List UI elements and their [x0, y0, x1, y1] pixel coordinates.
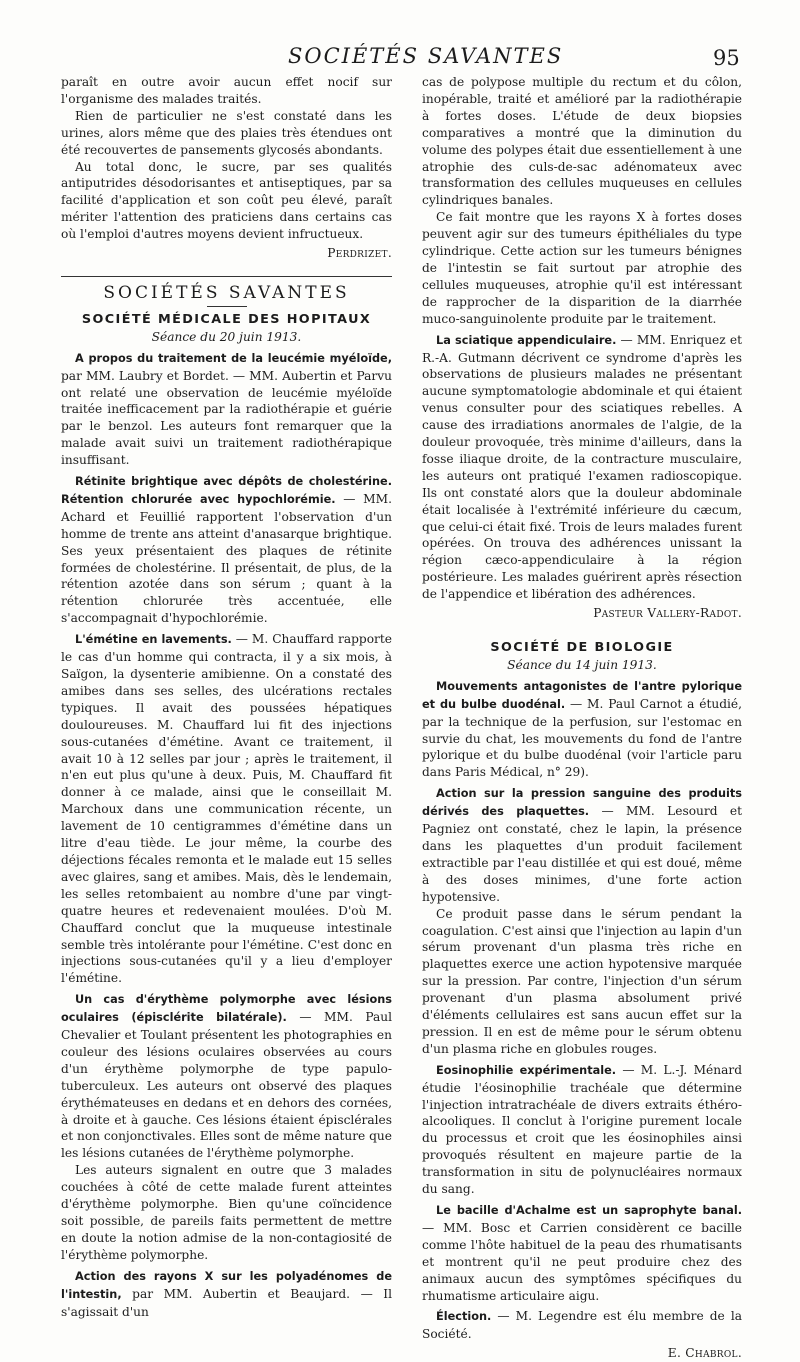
article-heading: A propos du traitement de la leucémie myéloïde,: [75, 351, 392, 365]
article-text: par MM. Aubertin et Beaujard. — Il s'agissait d'un: [61, 1286, 392, 1319]
article-text: — MM. Achard et Feuillié rapportent l'observation d'un homme de trente ans atteint d'anasarque brightique. Ses yeux présentaient des plaques de rétinite formées de cholestérine. Il présentait, de plus, de la rétention azotée dans son sérum ; quant à la rétention chlorurée très accentuée, elle s'accompagnait d'hypochlorémie.: [61, 491, 392, 626]
article-paragraph: [422, 1062, 742, 1198]
author-signature: E. Chabrol.: [667, 1346, 742, 1361]
article-paragraph: [61, 350, 392, 469]
session-date: Séance du 14 juin 1913.: [507, 657, 657, 672]
article-text: — MM. Lesourd et Pagniez ont constaté, chez le lapin, la présence dans les plaquettes d'un produit facilement extractible par l'eau distillée et qui est doué, même à des doses minimes, d'une forte action hypotensive.: [422, 804, 742, 904]
article-text: — MM. Paul Chevalier et Toulant présentent les photographies en couleur des lésions oculaires observées au cours d'un érythème polymorphe de type papulo-tuberculeux. Les auteurs ont observé des plaques érythémateuses en dedans et en dehors des cornées, à droite et à gauche. Ces lésions étaient épisclérales et non conjonctivales. Elles sont de même nature que les lésions cutanées de l'érythème polymorphe.: [61, 1010, 392, 1161]
society-name: SOCIÉTÉ DE BIOLOGIE: [490, 640, 674, 655]
article-paragraph: [422, 785, 742, 905]
article-paragraph: [61, 991, 392, 1162]
article-heading: La sciatique appendiculaire.: [436, 333, 617, 347]
society-name: SOCIÉTÉ MÉDICALE DES HOPITAUX: [81, 311, 372, 327]
article-text: — M. Legendre est élu membre de la Société.: [422, 1309, 742, 1342]
article-text: — M. Paul Carnot a étudié, par la technique de la perfusion, sur l'estomac en survie du chat, les mouvements du fond de l'antre pylorique et du bulbe duodénal (voir l'article paru dans Paris Médical, n° 29).: [422, 696, 742, 780]
right-column: [422, 74, 742, 1362]
article-text: — M. Chauffard rapporte le cas d'un homme qui contracta, il y a six mois, à Saïgon, la dysenterie amibienne. On a constaté des amibes dans ses selles, des ulcérations rectales typiques. Il avait des poussées hépatiques douloureuses. M. Chauffard lui fit des injections sous-cutanées d'émétine. Avant ce traitement, il avait 10 à 12 selles par jour ; après le traitement, il n'en eut plus qu'une à deux. Puis, M. Chauffard fit donner à ce malade, ainsi que le conseillait M. Marchoux dans une communication récente, un lavement de 10 centigrammes d'émétine dans un litre d'eau tiède. Le jour même, la courbe des déjections fécales remonta et le malade eut 15 selles avec glaires, sang et amibes. Mais, dès le lendemain, les selles retombaient au nombre d'une par vingt-quatre heures et redevenaient moulées. D'où M. Chauffard conclut que la muqueuse intestinale semble très intolérante pour l'émétine. C'est donc en injections sous-cutanées qu'il y a lieu d'employer l'émétine.: [61, 632, 392, 986]
section-title: SOCIÉTÉS SAVANTES: [103, 282, 350, 303]
running-title: SOCIÉTÉS SAVANTES: [288, 44, 564, 68]
paragraph: Rien de particulier ne s'est constaté dans les urines, alors même que des plaies très étendues ont été recouvertes de pansements glycosés abondants.: [61, 108, 392, 157]
article-heading: Élection.: [436, 1310, 492, 1324]
article-paragraph: [61, 1268, 392, 1321]
left-column: [61, 74, 392, 1320]
article-heading: Action des rayons X sur les polyadénomes de l'intestin,: [61, 1269, 392, 1301]
article-heading: Le bacille d'Achalme est un saprophyte banal.: [436, 1204, 742, 1217]
article-paragraph: [422, 332, 742, 604]
short-divider: [207, 306, 247, 307]
author-signature: Perdrizet.: [327, 246, 392, 261]
paragraph: Au total donc, le sucre, par ses qualités antiputrides désodorisantes et antiseptiques, par sa facilité d'application et son coût peu élevé, paraît mériter l'attention des praticiens dans certains cas où l'emploi d'autres moyens devient infructueux.: [61, 159, 392, 242]
article-heading: Action sur la pression sanguine des produits dérivés des plaquettes.: [422, 787, 742, 819]
paragraph: Les auteurs signalent en outre que 3 malades couchées à côté de cette malade furent atteintes d'érythème polymorphe. Bien qu'une coïncidence soit possible, de pareils faits permettent de mettre en doute la notion admise de la non-contagiosité de l'érythème polymorphe.: [61, 1163, 392, 1262]
article-paragraph: [422, 678, 742, 781]
article-heading: Rétinite brightique avec dépôts de cholestérine. Rétention chlorurée avec hypochlorémie.: [61, 475, 392, 506]
article-paragraph: [422, 1202, 742, 1304]
paragraph: Ce produit passe dans le sérum pendant la coagulation. C'est ainsi que l'injection au lapin d'un sérum provenant d'un plasma très riche en plaquettes exerce une action hypotensive marquée sur la pression. Par contre, l'injection d'un sérum provenant d'un plasma absolument privé d'éléments cellulaires est sans aucun effet sur la pression. Il en est de même pour le sérum obtenu d'un plasma riche en globules rouges.: [422, 906, 742, 1056]
article-heading: Un cas d'érythème polymorphe avec lésions oculaires (épisclérite bilatérale).: [61, 993, 392, 1025]
author-signature: Pasteur Vallery-Radot.: [593, 606, 742, 621]
article-heading: Eosinophilie expérimentale.: [436, 1063, 617, 1077]
running-head: [0, 44, 800, 74]
section-divider: [61, 276, 392, 277]
article-paragraph: [61, 631, 392, 987]
session-date: Séance du 20 juin 1913.: [151, 329, 302, 344]
page-number: 95: [713, 46, 740, 70]
article-text: — MM. Enriquez et R.-A. Gutmann décrivent ce syndrome d'après les observations de plusieurs malades ne présentant aucune symptomatologie abdominale et qui étaient venus consulter pour des sciatiques rebelles. A cause des irradiations anormales de l'algie, de la douleur provoquée, très minime d'ailleurs, dans la fosse iliaque droite, de la contracture musculaire, les auteurs ont pratiqué l'examen radioscopique. Ils ont constaté alors que la douleur abdominale était localisée à l'extrémité inférieure du cæcum, que celui-ci était fixé. Trois de leurs malades furent opérées. On trouva des adhérences unissant la région cæco-appendiculaire à la région postérieure. Les malades guérirent après résection de l'appendice et libération des adhérences.: [422, 332, 742, 602]
paragraph: paraît en outre avoir aucun effet nocif sur l'organisme des malades traités.: [61, 75, 392, 106]
paragraph: Ce fait montre que les rayons X à fortes doses peuvent agir sur des tumeurs épithéliales du type cylindrique. Cette action sur les tumeurs bénignes de l'intestin se fait surtout par atrophie des cellules muqueuses, atrophie qu'il est intéressant de rapprocher de la disparition de la diarrhée muco-sanguinolente produite par le traitement.: [422, 210, 742, 326]
article-text: — M. L.-J. Ménard étudie l'éosinophilie trachéale que détermine l'injection intratrachéale de divers extraits éthéro-alcooliques. Il conclut à l'origine purement locale du processus et croit que les éosinophiles ainsi provoqués résultent en majeure partie de la transformation in situ de polynucléaires normaux du sang.: [422, 1062, 742, 1197]
article-paragraph: [61, 473, 392, 627]
article-heading: Mouvements antagonistes de l'antre pylorique et du bulbe duodénal.: [422, 679, 742, 711]
paragraph: cas de polypose multiple du rectum et du côlon, inopérable, traité et amélioré par la radiothérapie à fortes doses. L'étude de deux biopsies comparatives a montré que la diminution du volume des polypes était due essentiellement à une atrophie des culs-de-sac adénomateux avec transformation des cellules muqueuses en cellules cylindriques banales.: [422, 75, 742, 208]
article-paragraph: [422, 1308, 742, 1343]
article-text: — MM. Bosc et Carrien considèrent ce bacille comme l'hôte habituel de la peau des rhumatisants et montrent qu'il ne peut produire chez des animaux aucun des symptômes spécifiques du rhumatisme articulaire aigu.: [422, 1220, 742, 1303]
article-heading: L'émétine en lavements.: [75, 633, 232, 647]
article-text: par MM. Laubry et Bordet. — MM. Aubertin et Parvu ont relaté une observation de leucémie myéloïde traitée inefficacement par la radiothérapie et guérie par le benzol. Les auteurs font remarquer que la malade avait suivi un traitement radiothérapique insuffisant.: [61, 368, 392, 468]
